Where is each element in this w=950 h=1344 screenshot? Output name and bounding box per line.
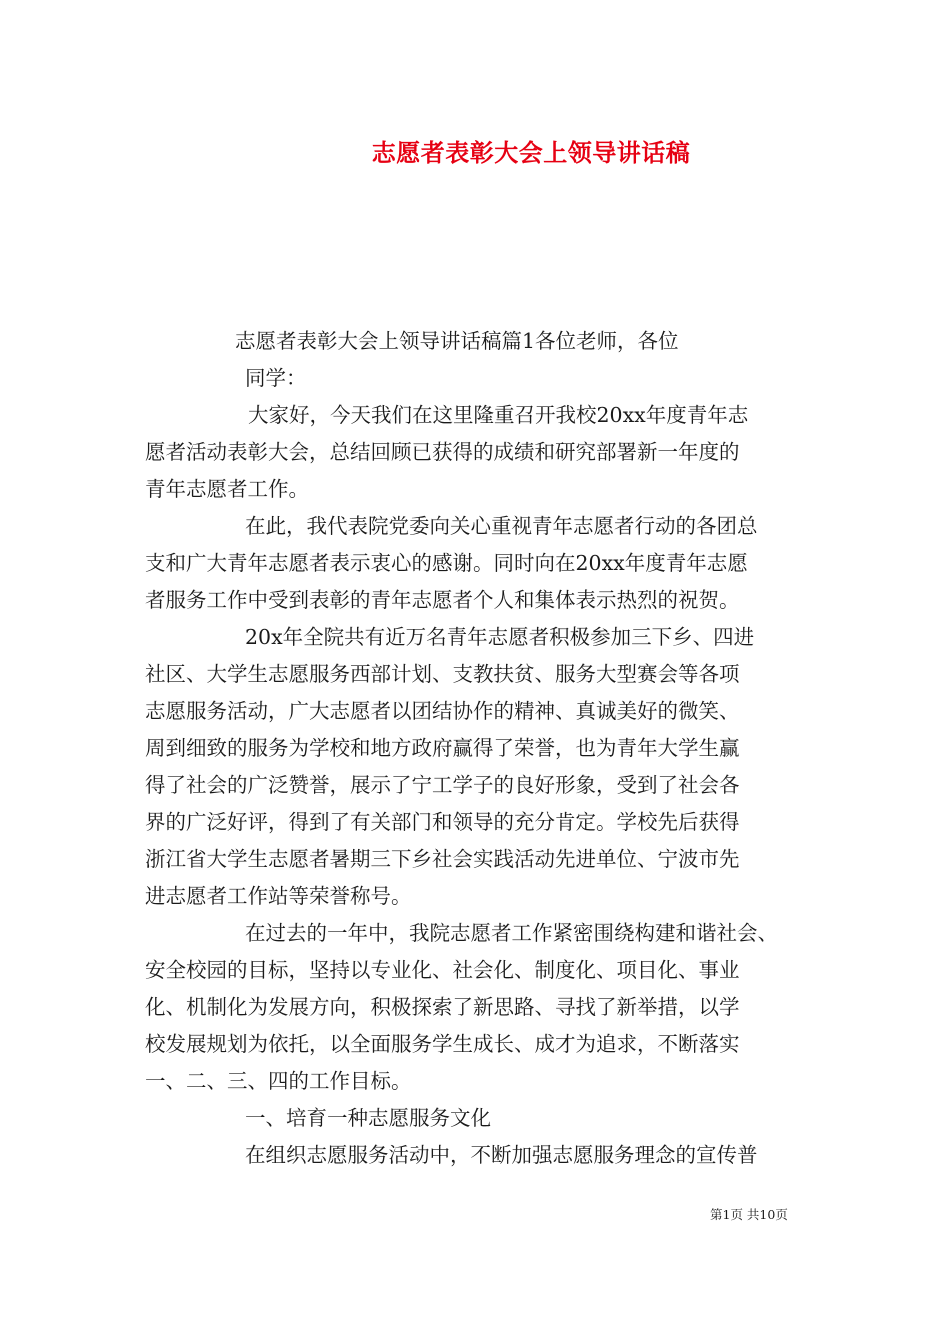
text-line: 青年志愿者工作。 bbox=[145, 477, 309, 501]
text-line: 大家好，今天我们在这里隆重召开我校20xx年度青年志 bbox=[248, 403, 749, 427]
text-line: 20x年全院共有近万名青年志愿者积极参加三下乡、四进 bbox=[245, 625, 755, 649]
text-line: 者服务工作中受到表彰的青年志愿者个人和集体表示热烈的祝贺。 bbox=[145, 588, 740, 612]
text-line: 安全校园的目标，坚持以专业化、社会化、制度化、项目化、事业 bbox=[145, 958, 740, 982]
text-line: 社区、大学生志愿服务西部计划、支教扶贫、服务大型赛会等各项 bbox=[145, 662, 740, 686]
document-title: 志愿者表彰大会上领导讲话稿 bbox=[371, 138, 691, 167]
text-line: 周到细致的服务为学校和地方政府赢得了荣誉，也为青年大学生赢 bbox=[145, 736, 740, 760]
text-line: 在过去的一年中，我院志愿者工作紧密围绕构建和谐社会、 bbox=[245, 921, 778, 945]
text-line: 一、二、三、四的工作目标。 bbox=[145, 1069, 412, 1093]
text-line: 愿者活动表彰大会，总结回顾已获得的成绩和研究部署新一年度的 bbox=[145, 440, 740, 464]
text-line: 进志愿者工作站等荣誉称号。 bbox=[145, 884, 412, 908]
text-line: 化、机制化为发展方向，积极探索了新思路、寻找了新举措，以学 bbox=[145, 995, 740, 1019]
text-line: 在组织志愿服务活动中，不断加强志愿服务理念的宣传普 bbox=[245, 1143, 758, 1167]
text-line: 支和广大青年志愿者表示衷心的感谢。同时向在20xx年度青年志愿 bbox=[145, 551, 748, 575]
text-line: 浙江省大学生志愿者暑期三下乡社会实践活动先进单位、宁波市先 bbox=[145, 847, 740, 871]
text-line: 同学： bbox=[245, 366, 307, 390]
text-line: 得了社会的广泛赞誉，展示了宁工学子的良好形象，受到了社会各 bbox=[145, 773, 740, 797]
section-heading: 一、培育一种志愿服务文化 bbox=[245, 1106, 491, 1130]
text-line: 在此，我代表院党委向关心重视青年志愿者行动的各团总 bbox=[245, 514, 758, 538]
page-number: 第1页 共10页 bbox=[710, 1207, 788, 1222]
text-line: 校发展规划为依托，以全面服务学生成长、成才为追求，不断落实 bbox=[145, 1032, 740, 1056]
text-line: 界的广泛好评，得到了有关部门和领导的充分肯定。学校先后获得 bbox=[145, 810, 740, 834]
text-line: 志愿者表彰大会上领导讲话稿篇1各位老师，各位 bbox=[235, 329, 679, 353]
text-line: 志愿服务活动，广大志愿者以团结协作的精神、真诚美好的微笑、 bbox=[145, 699, 740, 723]
